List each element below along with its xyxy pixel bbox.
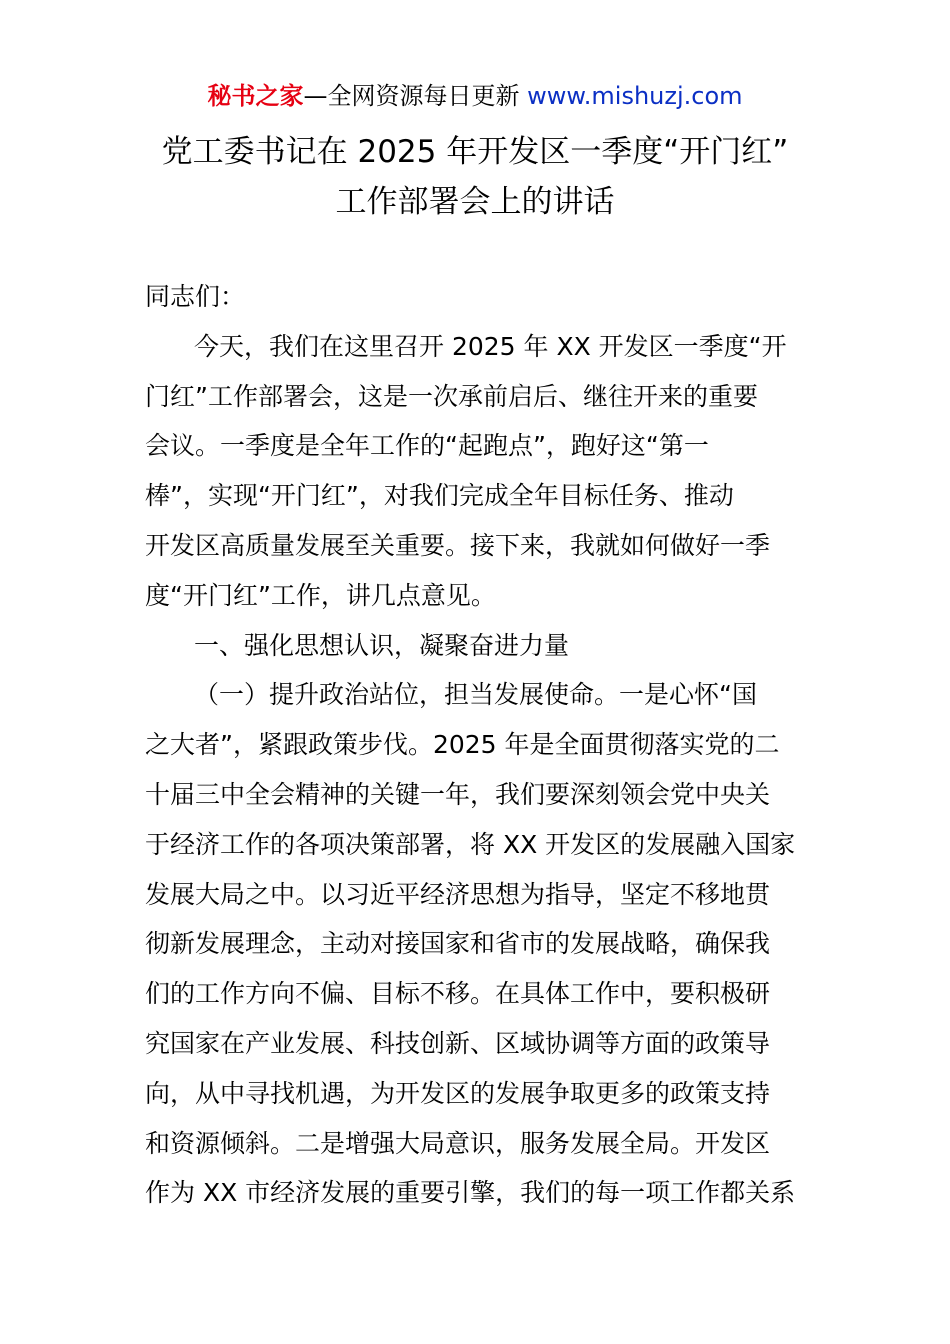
body-line: 门红”工作部署会，这是一次承前启后、继往开来的重要 [145, 381, 758, 411]
body-line: 们的工作方向不偏、目标不移。在具体工作中，要积极研 [145, 979, 771, 1009]
body-line: 之大者”，紧跟政策步伐。2025 年是全面贯彻落实党的二 [145, 730, 780, 760]
body-line: 棒”，实现“开门红”，对我们完成全年目标任务、推动 [145, 481, 734, 511]
section-heading: 一、强化思想认识，凝聚奋进力量 [194, 630, 570, 660]
body-line: （一）提升政治站位，担当发展使命。一是心怀“国 [194, 680, 757, 710]
body-line: 度“开门红”工作，讲几点意见。 [145, 580, 496, 610]
body-line: 今天，我们在这里召开 2025 年 XX 开发区一季度“开 [194, 331, 787, 361]
document-title [0, 127, 950, 227]
body-line: 作为 XX 市经济发展的重要引擎，我们的每一项工作都关系 [145, 1178, 796, 1208]
body-line: 开发区高质量发展至关重要。接下来，我就如何做好一季 [145, 530, 771, 560]
document-body [145, 272, 807, 1218]
body-line: 于经济工作的各项决策部署，将 XX 开发区的发展融入国家 [145, 829, 796, 859]
body-line: 向，从中寻找机遇，为开发区的发展争取更多的政策支持 [145, 1078, 771, 1108]
site-url-link[interactable]: www.mishuzj.com [527, 82, 743, 110]
title-line-2: 工作部署会上的讲话 [335, 184, 615, 220]
title-line-1: 党工委书记在 2025 年开发区一季度“开门红” [161, 134, 789, 170]
header-tagline: 全网资源每日更新 [327, 82, 520, 110]
header-dash: — [303, 82, 328, 110]
body-line: 十届三中全会精神的关键一年，我们要深刻领会党中央关 [145, 779, 771, 809]
body-line: 发展大局之中。以习近平经济思想为指导，坚定不移地贯 [145, 879, 771, 909]
brand-name: 秘书之家 [207, 82, 304, 110]
salutation: 同志们： [145, 282, 246, 311]
body-line: 究国家在产业发展、科技创新、区域协调等方面的政策导 [145, 1028, 771, 1058]
body-line: 彻新发展理念，主动对接国家和省市的发展战略，确保我 [145, 929, 771, 959]
body-line: 会议。一季度是全年工作的“起跑点”，跑好这“第一 [145, 431, 709, 461]
body-line: 和资源倾斜。二是增强大局意识，服务发展全局。开发区 [145, 1128, 771, 1158]
site-header [0, 80, 950, 112]
